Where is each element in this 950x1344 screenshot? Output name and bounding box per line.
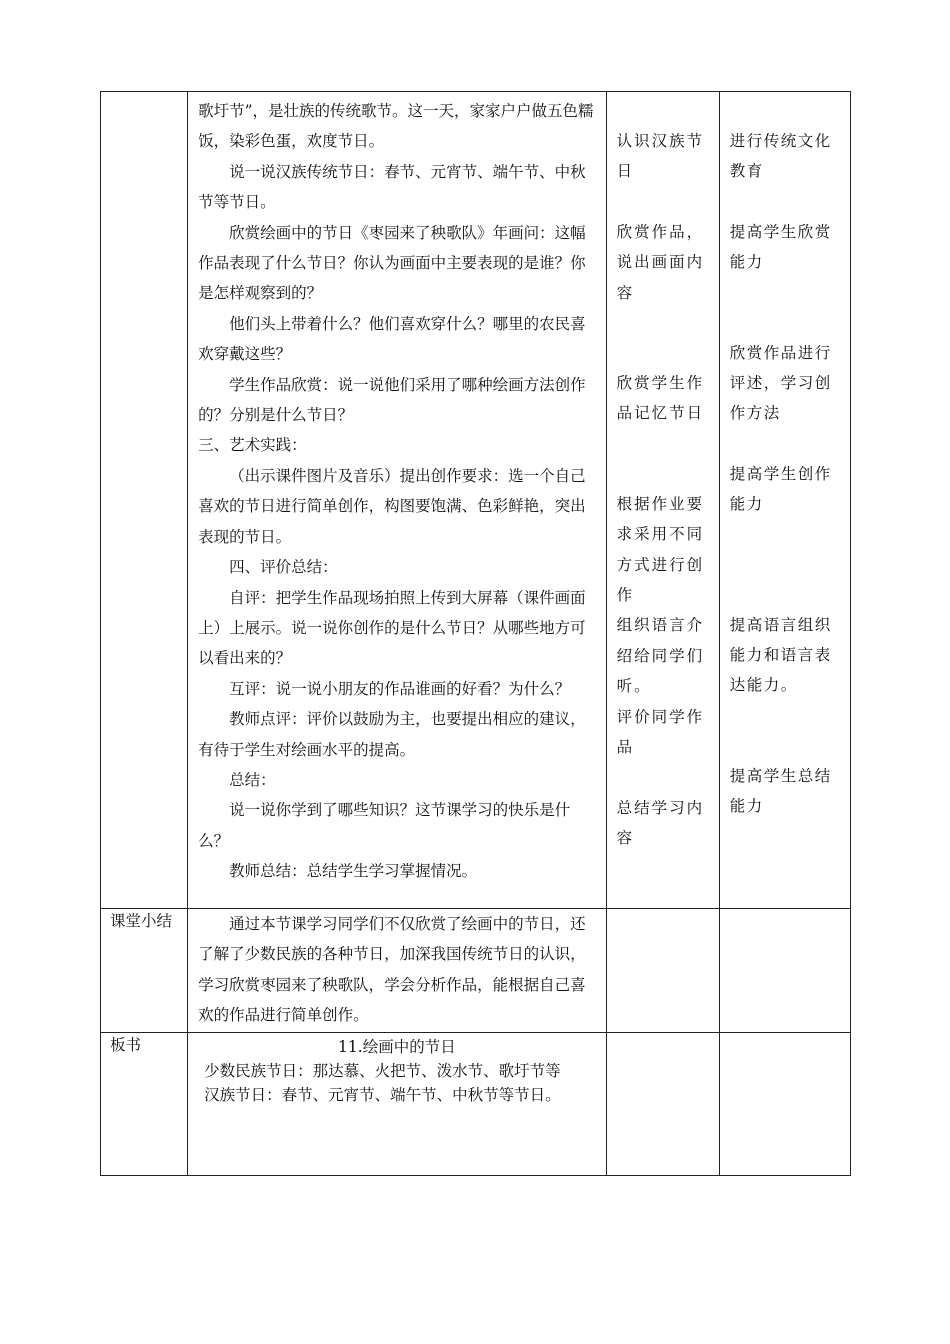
blank-line xyxy=(617,338,713,368)
design-intent-content xyxy=(720,92,850,822)
student-activity-cell xyxy=(606,92,719,909)
student-activity-item: 总结学习内容 xyxy=(616,798,705,847)
summary-empty-cell-4 xyxy=(719,909,850,1033)
blank-line xyxy=(617,187,713,217)
activity-paragraph: 四、评价总结： xyxy=(229,558,338,577)
board-content-cell xyxy=(188,1033,607,1176)
summary-label: 课堂小结 xyxy=(110,912,173,930)
board-line-han: 汉族节日：春节、元宵节、端午节、中秋节等节日。 xyxy=(204,1086,561,1104)
activities-cell xyxy=(188,92,607,909)
board-empty-cell-4 xyxy=(719,1033,850,1176)
activity-paragraph: 学生作品欣赏：说一说他们采用了哪种绘画方法创作的？分别是什么节日？ xyxy=(198,375,586,425)
activity-paragraph: 说一说你学到了哪些知识？这节课学习的快乐是什么？ xyxy=(198,801,571,850)
teaching-process-row xyxy=(101,92,851,909)
blank-line xyxy=(617,459,713,489)
blank-line xyxy=(617,429,713,459)
blank-line xyxy=(617,763,713,793)
summary-text: 通过本节课学习同学们不仅欣赏了绘画中的节日，还了解了少数民族的各种节日，加深我国传统节日的认识，学习欣赏枣园来了秧歌队，学会分析作品，能根据自己喜欢的作品进行简单创作。 xyxy=(198,915,586,1025)
activities-content xyxy=(188,92,606,887)
board-row xyxy=(101,1033,851,1176)
activity-paragraph: 三、艺术实践： xyxy=(198,436,307,455)
summary-label-cell xyxy=(101,909,188,1033)
design-intent-item: 提高语言组织能力和语言表达能力。 xyxy=(729,615,832,695)
activity-paragraph: 歌圩节”，是壮族的传统歌节。这一天，家家户户做五色糯饭，染彩色蛋，欢度节日。 xyxy=(198,102,594,151)
blank-line xyxy=(730,187,844,217)
design-intent-item: 提高学生欣赏能力 xyxy=(729,222,832,272)
process-label-cell xyxy=(101,92,188,909)
design-intent-cell xyxy=(719,92,850,909)
blank-line xyxy=(730,96,844,126)
blank-line xyxy=(730,308,844,338)
design-intent-item: 欣赏作品进行评述，学习创作方法 xyxy=(729,343,832,423)
board-line-ethnic: 少数民族节日：那达慕、火把节、泼水节、歌圩节等 xyxy=(204,1062,561,1080)
activity-paragraph: 总结： xyxy=(229,770,276,789)
blank-line xyxy=(617,308,713,338)
activity-paragraph: 互评：说一说小朋友的作品谁画的好看？为什么？ xyxy=(229,679,571,698)
blank-line xyxy=(617,96,713,126)
activity-paragraph: （出示课件图片及音乐）提出创作要求：选一个自己喜欢的节日进行简单创作，构图要饱满、色彩鲜艳，突出表现的节日。 xyxy=(198,466,586,546)
student-activity-item: 评价同学作品 xyxy=(616,707,705,757)
activity-paragraph: 自评：把学生作品现场拍照上传到大屏幕（课件画面上）上展示。说一说你创作的是什么节日？从哪些地方可以看出来的？ xyxy=(198,588,586,668)
activity-paragraph: 说一说汉族传统节日：春节、元宵节、端午节、中秋节等节日。 xyxy=(198,162,586,212)
summary-empty-cell-3 xyxy=(606,909,719,1033)
student-activity-content xyxy=(607,92,719,853)
board-title: 11.绘画中的节日 xyxy=(338,1038,456,1056)
summary-text-cell xyxy=(188,909,607,1033)
blank-line xyxy=(730,731,844,761)
design-intent-item: 提高学生总结能力 xyxy=(729,766,832,816)
blank-line xyxy=(730,429,844,459)
student-activity-item: 认识汉族节日 xyxy=(616,132,705,181)
student-activity-item: 欣赏学生作品记忆节日 xyxy=(616,374,705,423)
board-empty-cell-3 xyxy=(606,1033,719,1176)
activity-paragraph: 教师总结：总结学生学习掌握情况。 xyxy=(229,862,478,881)
blank-line xyxy=(730,701,844,731)
board-label: 板书 xyxy=(110,1036,142,1054)
summary-row xyxy=(101,909,851,1033)
blank-line xyxy=(730,520,844,550)
activity-paragraph: 他们头上带着什么？他们喜欢穿什么？哪里的农民喜欢穿戴这些？ xyxy=(198,314,586,364)
blank-line xyxy=(730,550,844,580)
lesson-plan-table xyxy=(100,91,851,1176)
blank-line xyxy=(730,278,844,308)
design-intent-item: 提高学生创作能力 xyxy=(729,464,832,514)
blank-line xyxy=(730,580,844,610)
activity-paragraph: 欣赏绘画中的节日《枣园来了秧歌队》年画问：这幅作品表现了什么节日？你认为画面中主要表现的是谁？你是怎样观察到的？ xyxy=(198,223,586,303)
student-activity-item: 组织语言介绍给同学们听。 xyxy=(616,616,705,696)
board-label-cell xyxy=(101,1033,188,1176)
student-activity-item: 根据作业要求采用不同方式进行创作 xyxy=(616,494,705,605)
student-activity-item: 欣赏作品，说出画面内容 xyxy=(616,222,705,302)
design-intent-item: 进行传统文化教育 xyxy=(729,132,832,181)
activity-paragraph: 教师点评：评价以鼓励为主，也要提出相应的建议，有待于学生对绘画水平的提高。 xyxy=(198,710,586,759)
